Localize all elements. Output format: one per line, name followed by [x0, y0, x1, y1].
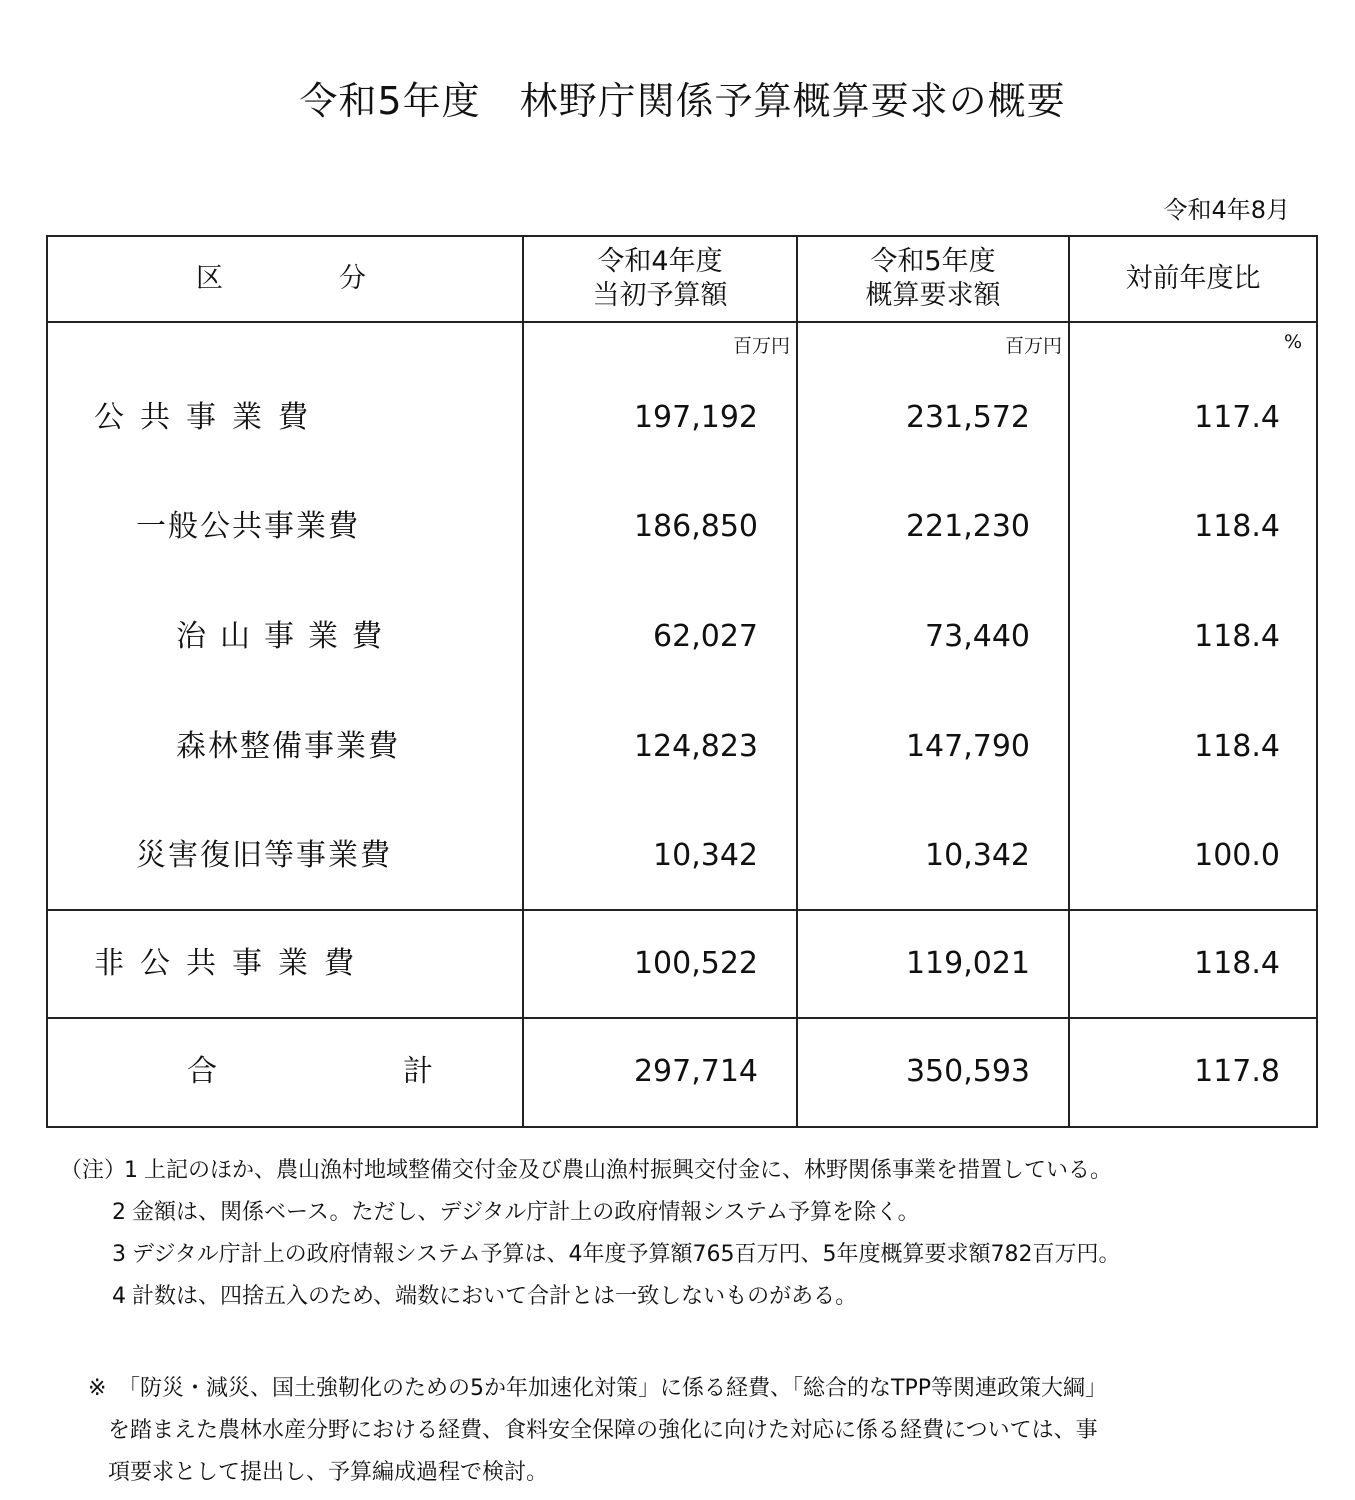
- note-item: [60, 1234, 1120, 1276]
- note-number: 2: [112, 1200, 126, 1225]
- value-req-general-public-works: 221,230: [905, 509, 1030, 545]
- remark-line: [88, 1368, 1268, 1410]
- request-cell: [797, 322, 1069, 910]
- remark-section: [88, 1368, 1268, 1494]
- ratio-cell: [1069, 322, 1317, 910]
- reference-mark: ※: [88, 1376, 107, 1401]
- category-cell: [47, 322, 523, 910]
- total-row: [47, 1018, 1317, 1127]
- header-category-label: 区 分: [196, 263, 366, 295]
- value-ratio-public-works: 117.4: [1194, 400, 1280, 436]
- value-req-forest-improvement: 147,790: [905, 729, 1030, 765]
- value-req-public-works: 231,572: [905, 400, 1030, 436]
- note-item: [60, 1276, 1120, 1318]
- note-text: 上記のほか、農山漁村地域整備交付金及び農山漁村振興交付金に、林野関係事業を措置している。: [144, 1158, 1113, 1183]
- note-number: 3: [112, 1242, 126, 1267]
- header-prev-line2: 当初予算額: [592, 280, 728, 312]
- remark-text: 「防災・減災、国土強靭化のための5か年加速化対策」に係る経費、「総合的なTPP等関連政策大綱」: [118, 1376, 1107, 1401]
- prev-budget-cell: [523, 322, 797, 910]
- header-prev-line1: 令和4年度: [597, 246, 723, 278]
- remark-line: 項要求として提出し、予算編成過程で検討。: [108, 1460, 549, 1485]
- header-category: [47, 236, 523, 322]
- note-text: 金額は、関係ベース。ただし、デジタル庁計上の政府情報システム予算を除く。: [132, 1200, 920, 1225]
- row-label-forest-improvement: 森林整備事業費: [176, 729, 400, 765]
- value-req-erosion-control: 73,440: [925, 619, 1030, 655]
- value-ratio-total: 117.8: [1194, 1054, 1280, 1090]
- prev-budget-cell: [523, 1018, 797, 1127]
- prev-budget-cell: [523, 910, 797, 1018]
- header-ratio: 対前年度比: [1069, 236, 1317, 322]
- note-item: [60, 1192, 1120, 1234]
- remark-line: を踏まえた農林水産分野における経費、食料安全保障の強化に向けた対応に係る経費については、事: [108, 1418, 1098, 1443]
- value-prev-disaster-recovery: 10,342: [653, 838, 758, 874]
- ratio-cell: [1069, 1018, 1317, 1127]
- note-text: 計数は、四捨五入のため、端数において合計とは一致しないものがある。: [132, 1284, 858, 1309]
- row-label-non-public-works: 非公共事業費: [94, 946, 370, 981]
- unit-label: 百万円: [1004, 335, 1062, 358]
- request-cell: [797, 910, 1069, 1018]
- value-prev-erosion-control: 62,027: [653, 619, 758, 655]
- note-text: デジタル庁計上の政府情報システム予算は、4年度予算額765百万円、5年度概算要求額782百万円。: [132, 1242, 1121, 1267]
- page-title: 令和5年度 林野庁関係予算概算要求の概要: [299, 79, 1066, 123]
- value-prev-general-public-works: 186,850: [633, 509, 758, 545]
- value-req-total: 350,593: [905, 1054, 1030, 1090]
- header-request: [797, 236, 1069, 322]
- unit-label: 百万円: [732, 335, 790, 358]
- unit-label: %: [1283, 331, 1302, 354]
- header-request-line1: 令和5年度: [870, 246, 996, 278]
- value-ratio-general-public-works: 118.4: [1194, 509, 1280, 545]
- notes-section: [60, 1150, 1120, 1318]
- category-cell: [47, 910, 523, 1018]
- row-label-public-works: 公共事業費: [94, 400, 324, 436]
- value-ratio-non-public-works: 118.4: [1194, 946, 1280, 981]
- value-ratio-erosion-control: 118.4: [1194, 619, 1280, 655]
- row-label-general-public-works: 一般公共事業費: [136, 509, 360, 545]
- note-item: [60, 1150, 1120, 1192]
- header-prev-budget: [523, 236, 797, 322]
- value-prev-total: 297,714: [633, 1054, 758, 1090]
- value-req-non-public-works: 119,021: [905, 946, 1030, 981]
- value-ratio-forest-improvement: 118.4: [1194, 729, 1280, 765]
- value-prev-non-public-works: 100,522: [633, 946, 758, 981]
- value-prev-public-works: 197,192: [633, 400, 758, 436]
- value-prev-forest-improvement: 124,823: [633, 729, 758, 765]
- row-label-total: 合計: [187, 1054, 433, 1090]
- category-cell: [47, 1018, 523, 1127]
- budget-table: [46, 235, 1318, 1128]
- note-number: 4: [112, 1284, 126, 1309]
- row-label-disaster-recovery: 災害復旧等事業費: [136, 838, 392, 874]
- ratio-cell: [1069, 910, 1317, 1018]
- document-date: 令和4年8月: [1163, 196, 1290, 224]
- value-req-disaster-recovery: 10,342: [925, 838, 1030, 874]
- note-number: 1: [124, 1158, 138, 1183]
- request-cell: [797, 1018, 1069, 1127]
- row-label-erosion-control: 治山事業費: [176, 619, 396, 655]
- header-request-line2: 概算要求額: [865, 280, 1001, 312]
- value-ratio-disaster-recovery: 100.0: [1194, 838, 1280, 874]
- public-works-block: [47, 322, 1317, 910]
- table-header-row: [47, 236, 1317, 322]
- note-prefix: （注）: [60, 1158, 127, 1183]
- table-row: [47, 910, 1317, 1018]
